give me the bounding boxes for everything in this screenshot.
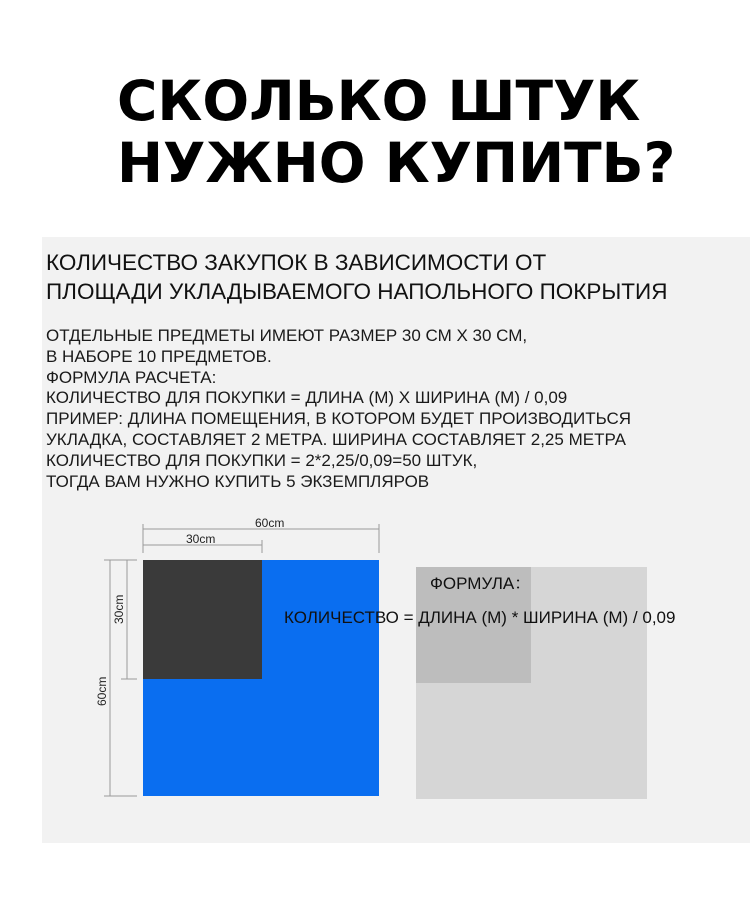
subtitle-line-1: КОЛИЧЕСТВО ЗАКУПОК В ЗАВИСИМОСТИ ОТ — [46, 250, 547, 275]
headline-line-1: СКОЛЬКО ШТУК — [117, 69, 641, 133]
description-line: ФОРМУЛА РАСЧЕТА: — [46, 367, 217, 387]
subtitle-line-2: ПЛОЩАДИ УКЛАДЫВАЕМОГО НАПОЛЬНОГО ПОКРЫТИЯ — [46, 279, 668, 304]
label-60cm-side: 60cm — [95, 676, 109, 706]
label-30cm-side: 30cm — [112, 594, 126, 624]
label-30cm-top: 30cm — [186, 532, 216, 546]
description-line: ПРИМЕР: ДЛИНА ПОМЕЩЕНИЯ, В КОТОРОМ БУДЕТ ПРОИЗВОДИТЬСЯ — [46, 409, 631, 429]
description-line: УКЛАДКА, СОСТАВЛЯЕТ 2 МЕТРА. ШИРИНА СОСТАВЛЯЕТ 2,25 МЕТРА — [46, 429, 626, 449]
formula-text: КОЛИЧЕСТВО = ДЛИНА (М) * ШИРИНА (М) / 0,09 — [284, 608, 676, 627]
formula-title: ФОРМУЛА： — [430, 574, 532, 593]
headline-line-2: НУЖНО КУПИТЬ? — [117, 131, 676, 195]
description-line: ТОГДА ВАМ НУЖНО КУПИТЬ 5 ЭКЗЕМПЛЯРОВ — [46, 471, 430, 491]
description-line: В НАБОРЕ 10 ПРЕДМЕТОВ. — [46, 346, 272, 366]
label-60cm-top: 60cm — [255, 516, 285, 530]
small-square-30cm — [143, 560, 262, 679]
description-line: ОТДЕЛЬНЫЕ ПРЕДМЕТЫ ИМЕЮТ РАЗМЕР 30 СМ Х 30 СМ, — [46, 326, 528, 345]
description-line: КОЛИЧЕСТВО ДЛЯ ПОКУПКИ = 2*2,25/0,09=50 ШТУК, — [46, 450, 478, 470]
description-line: КОЛИЧЕСТВО ДЛЯ ПОКУПКИ = ДЛИНА (М) Х ШИРИНА (М) / 0,09 — [46, 388, 568, 408]
